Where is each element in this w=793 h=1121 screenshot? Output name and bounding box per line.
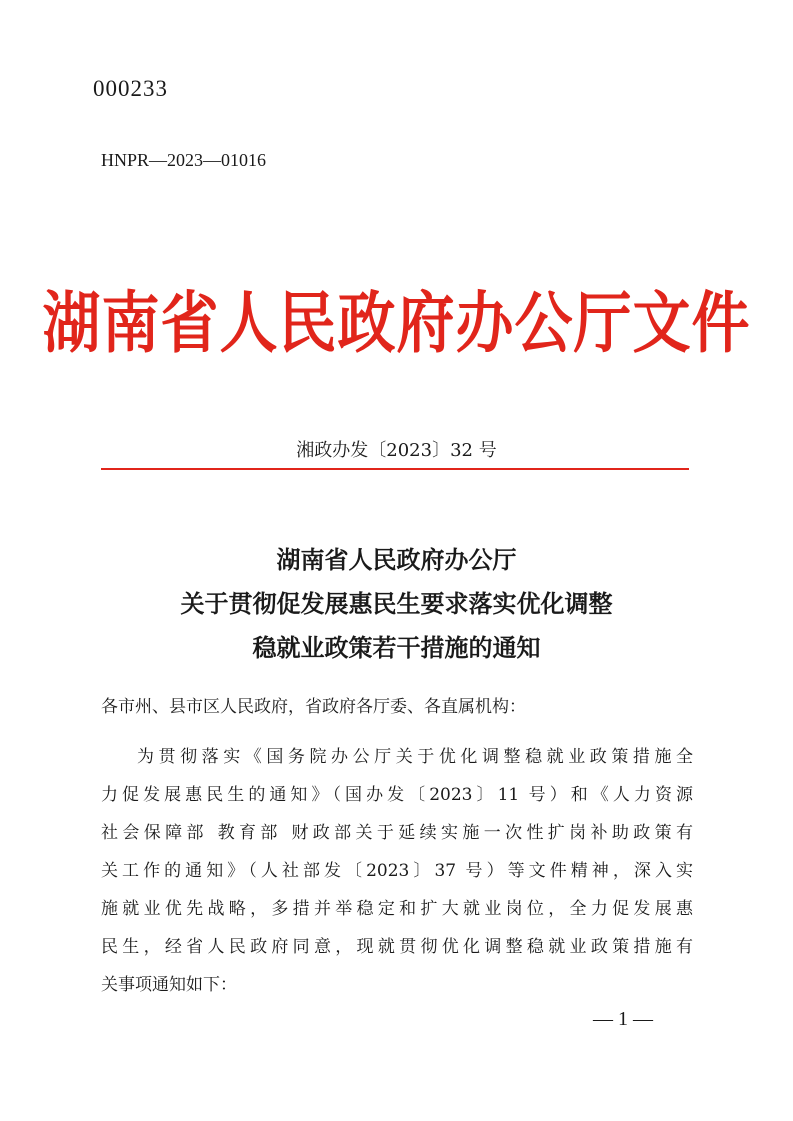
notice-title — [0, 538, 793, 670]
body-line: 民生，经省人民政府同意，现就贯彻优化调整稳就业政策措施有 — [101, 937, 693, 957]
masthead-title: 湖南省人民政府办公厅文件 — [42, 283, 751, 362]
page-number: — 1 — — [593, 1008, 653, 1030]
body-line: 关工作的通知》（人社部发〔2023〕37 号）等文件精神，深入实 — [101, 861, 693, 881]
body-line: 力促发展惠民生的通知》（国办发〔2023〕11 号）和《人力资源 — [101, 785, 693, 805]
body-line: 关事项通知如下： — [101, 975, 237, 995]
document-code: HNPR—2023—01016 — [101, 150, 267, 170]
body-line: 社会保障部 教育部 财政部关于延续实施一次性扩岗补助政策有 — [101, 823, 693, 843]
document-number: 湘政办发〔2023〕32 号 — [296, 440, 497, 461]
body-paragraph — [101, 738, 693, 1004]
title-line: 稳就业政策若干措施的通知 — [252, 634, 541, 662]
addressee: 各市州、县市区人民政府，省政府各厅委、各直属机构： — [101, 697, 526, 717]
title-line: 湖南省人民政府办公厅 — [276, 546, 517, 574]
red-divider-rule — [101, 468, 689, 470]
body-line: 为贯彻落实《国务院办公厅关于优化调整稳就业政策措施全 — [137, 747, 693, 767]
title-line: 关于贯彻促发展惠民生要求落实优化调整 — [180, 590, 613, 618]
serial-number: 000233 — [93, 76, 168, 101]
body-line: 施就业优先战略，多措并举稳定和扩大就业岗位，全力促发展惠 — [101, 899, 693, 919]
